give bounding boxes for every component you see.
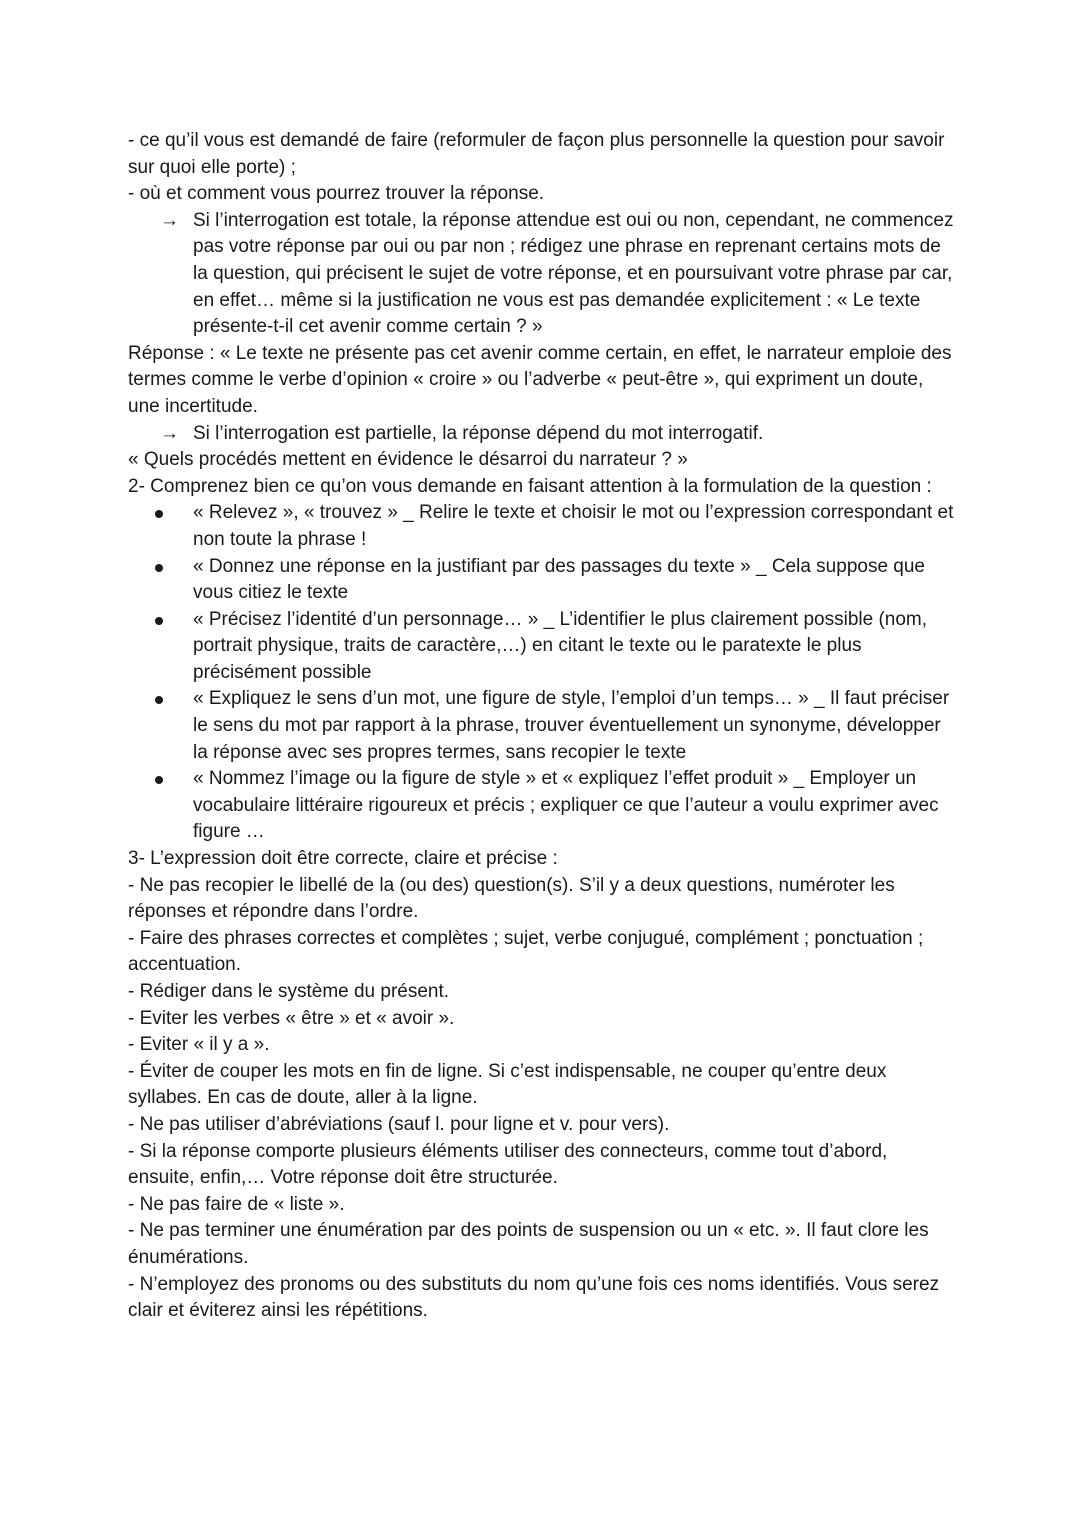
list-item <box>128 607 958 687</box>
bullet-icon <box>155 776 163 784</box>
bullet-icon <box>155 510 163 518</box>
bullet-icon <box>155 617 163 625</box>
arrow-item-totale <box>128 208 958 341</box>
section-3-item: - Eviter « il y a ». <box>128 1034 270 1056</box>
arrow-item-text: Si l’interrogation est totale, la réponse attendue est oui ou non, cependant, ne commencez pas votre réponse par oui ou par non ; rédigez une phrase en reprenant certains mots de la question, qui précisent le sujet de votre réponse, et en poursuivant votre phrase par car, en effet… même si la justification ne vous est pas demandée explicitement : « Le texte présente-t-il cet avenir comme certain ? » <box>193 209 954 338</box>
list-item <box>128 554 958 607</box>
section-3-item: - Ne pas terminer une énumération par des points de suspension ou un « etc. ». Il faut clore les énumérations. <box>128 1220 929 1268</box>
intro-line-1: - ce qu’il vous est demandé de faire (reformuler de façon plus personnelle la question pour savoir sur quoi elle porte) ; <box>128 130 945 178</box>
section-3-item: - Éviter de couper les mots en fin de ligne. Si c’est indispensable, ne couper qu’entre deux syllabes. En cas de doute, aller à la ligne. <box>128 1060 887 1109</box>
arrow-item-text: Si l’interrogation est partielle, la réponse dépend du mot interrogatif. <box>193 422 764 444</box>
list-item-text: « Relevez », « trouvez » _ Relire le texte et choisir le mot ou l’expression correspondant et non toute la phrase ! <box>193 502 954 550</box>
section-3-item: - Ne pas faire de « liste ». <box>128 1193 345 1215</box>
list-item-text: « Nommez l’image ou la figure de style » et « expliquez l’effet produit » _ Employer un vocabulaire littéraire rigoureux et précis ; expliquer ce que l’auteur a voulu exprimer avec figure … <box>193 768 939 843</box>
arrow-right-icon: → <box>160 422 179 444</box>
section-3-item: - Ne pas utiliser d’abréviations (sauf l. pour ligne et v. pour vers). <box>128 1113 670 1135</box>
section-3-item: - Si la réponse comporte plusieurs éléments utiliser des connecteurs, comme tout d’abord, ensuite, enfin,… Votre réponse doit être structurée. <box>128 1140 888 1189</box>
list-item-text: « Donnez une réponse en la justifiant par des passages du texte » _ Cela suppose que vous citiez le texte <box>193 555 926 604</box>
arrow-right-icon: → <box>160 209 179 231</box>
section-2-bullet-list <box>128 500 958 846</box>
list-item <box>128 686 958 766</box>
document-page <box>128 128 958 1325</box>
section-3-item: - N’employez des pronoms ou des substituts du nom qu’une fois ces noms identifiés. Vous serez clair et éviterez ainsi les répétitions. <box>128 1273 940 1322</box>
section-3-heading: 3- L’expression doit être correcte, claire et précise : <box>128 848 558 870</box>
reponse-example: Réponse : « Le texte ne présente pas cet avenir comme certain, en effet, le narrateur emploie des termes comme le verbe d’opinion « croire » ou l’adverbe « peut-être », qui expriment un doute, une incertitude. <box>128 342 952 417</box>
section-3-item: - Faire des phrases correctes et complètes ; sujet, verbe conjugué, complément ; ponctuation ; accentuation. <box>128 927 924 976</box>
section-3-item: - Eviter les verbes « être » et « avoir ». <box>128 1007 455 1029</box>
section-2-heading: 2- Comprenez bien ce qu’on vous demande en faisant attention à la formulation de la question : <box>128 475 932 497</box>
list-item <box>128 766 958 846</box>
bullet-icon <box>155 696 163 704</box>
question-example: « Quels procédés mettent en évidence le désarroi du narrateur ? » <box>128 449 688 471</box>
section-3-item: - Rédiger dans le système du présent. <box>128 981 450 1002</box>
bullet-icon <box>155 564 163 572</box>
section-3-item: - Ne pas recopier le libellé de la (ou des) question(s). S’il y a deux questions, numéroter les réponses et répondre dans l’ordre. <box>128 874 895 923</box>
list-item <box>128 500 958 553</box>
intro-line-2: - où et comment vous pourrez trouver la réponse. <box>128 183 545 205</box>
list-item-text: « Expliquez le sens d’un mot, une figure de style, l’emploi d’un temps… » _ Il faut préciser le sens du mot par rapport à la phrase, trouver éventuellement un synonyme, développer la réponse avec ses propres termes, sans recopier le texte <box>193 688 950 763</box>
list-item-text: « Précisez l’identité d’un personnage… » _ L’identifier le plus clairement possible (nom, portrait physique, traits de caractère,…) en citant le texte ou le paratexte le plus précisément possible <box>193 608 928 683</box>
arrow-item-partielle <box>128 421 958 448</box>
